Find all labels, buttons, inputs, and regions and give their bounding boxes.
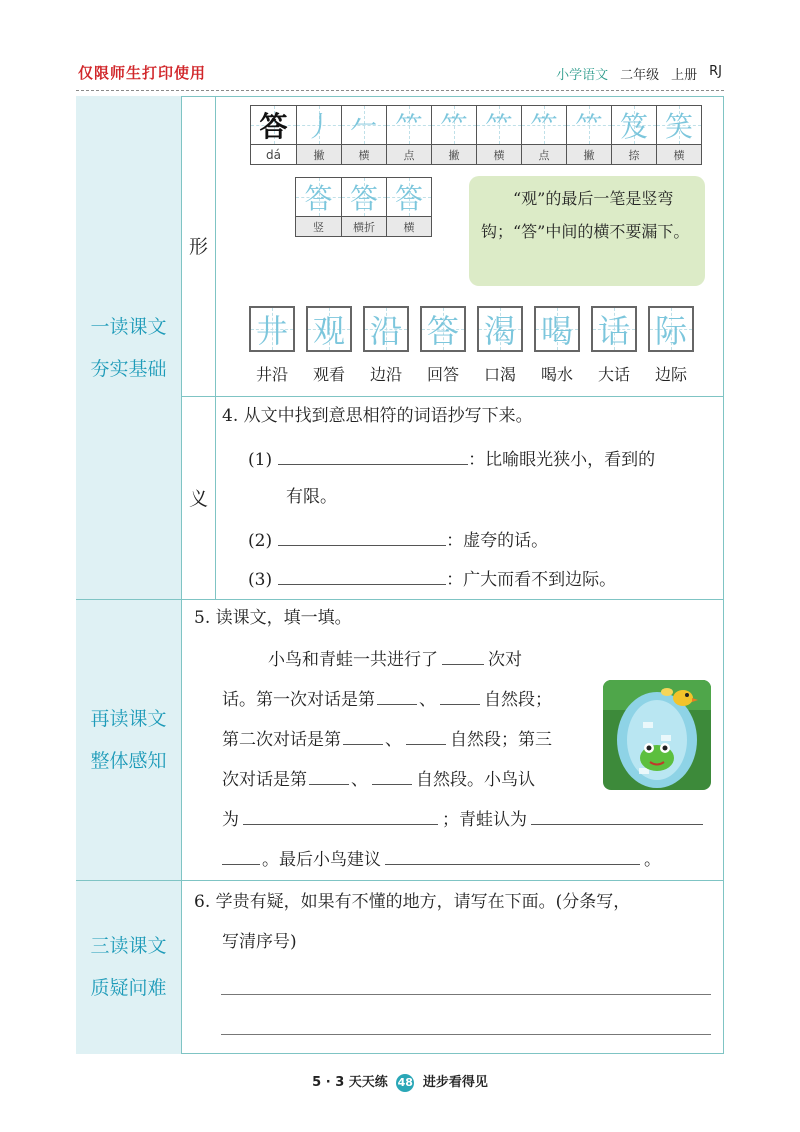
practice-char: 沿 (363, 306, 409, 352)
edition: RJ (709, 64, 722, 79)
stroke-cell: 丿 撇 (296, 106, 341, 164)
answer-blank[interactable] (278, 566, 446, 585)
footer-brand: 5 · 3 天天练 (312, 1075, 388, 1090)
stroke-cell: ⺮ 撇 (431, 106, 476, 164)
writing-tip: “观”的最后一笔是竖弯钩；“答”中间的横不要漏下。 (469, 176, 705, 286)
question-5-line-4: 次对话是第 、 自然段。小鸟认 (222, 766, 535, 792)
question-4-title: 4. 从文中找到意思相符的词语抄写下来。 (222, 406, 533, 426)
practice-char: 喝 (534, 306, 580, 352)
form-label: 形 (188, 236, 208, 258)
section-3-label: 三读课文 质疑问难 (76, 880, 182, 1054)
print-notice: 仅限师生打印使用 (78, 64, 207, 82)
stroke-cell: ⺮ 点 (386, 106, 431, 164)
answer-blank[interactable] (278, 446, 468, 465)
practice-word: 口渴 (483, 365, 516, 384)
answer-blank[interactable] (278, 527, 446, 546)
question-4-item-1: (1) ：比喻眼光狭小，看到的 (248, 446, 655, 472)
answer-blank[interactable] (343, 726, 383, 745)
section-2-label: 再读课文 整体感知 (76, 599, 182, 880)
question-5-line-6: 。最后小鸟建议 。 (222, 846, 661, 872)
question-5-line-5: 为 ；青蛙认为 (222, 806, 703, 832)
answer-blank[interactable] (222, 846, 260, 865)
stroke-cell: ⺮ 点 (521, 106, 566, 164)
practice-char: 井 (249, 306, 295, 352)
practice-word: 喝水 (540, 365, 573, 384)
practice-char: 答 (420, 306, 466, 352)
footer (0, 1071, 800, 1092)
answer-blank[interactable] (531, 806, 703, 825)
stroke-cell: ⺮ 撇 (566, 106, 611, 164)
stroke-cell: 笈 捺 (611, 106, 656, 164)
answer-blank[interactable] (442, 646, 484, 665)
practice-word: 边际 (654, 365, 687, 384)
answer-blank[interactable] (243, 806, 438, 825)
question-6-title-cont: 写清序号) (222, 932, 297, 952)
stroke-order-grid-1 (250, 105, 702, 165)
volume: 上册 (671, 68, 698, 83)
sub-column-divider (215, 96, 216, 599)
question-4-item-3: (3) ：广大而看不到边际。 (248, 566, 616, 592)
stroke-cell: 答 竖 (296, 178, 341, 236)
writing-line[interactable] (221, 994, 711, 995)
answer-blank[interactable] (372, 766, 412, 785)
writing-line[interactable] (221, 1034, 711, 1035)
row-divider-form-meaning (182, 396, 724, 397)
row-divider-section-2 (76, 599, 724, 600)
stroke-cell: 𠂉 横 (341, 106, 386, 164)
row-divider-section-3 (76, 880, 724, 881)
stroke-cell: 答 dá (251, 106, 296, 164)
question-4-item-2: (2) ：虚夸的话。 (248, 527, 548, 553)
practice-word: 观看 (312, 365, 345, 384)
question-5-title: 5. 读课文，填一填。 (194, 608, 352, 628)
meaning-label: 义 (188, 488, 208, 510)
frog-well-illustration (603, 680, 711, 790)
practice-char: 际 (648, 306, 694, 352)
question-5-line-1: 小鸟和青蛙一共进行了 次对 (268, 646, 522, 672)
practice-char: 渴 (477, 306, 523, 352)
question-6-title: 6. 学贵有疑，如果有不懂的地方，请写在下面。(分条写， (194, 892, 631, 912)
page-number: 48 (396, 1074, 414, 1092)
answer-blank[interactable] (440, 686, 480, 705)
answer-blank[interactable] (385, 846, 640, 865)
answer-blank[interactable] (406, 726, 446, 745)
question-5-line-2: 话。第一次对话是第 、 自然段； (222, 686, 552, 712)
question-5-line-3: 第二次对话是第 、 自然段；第三 (222, 726, 552, 752)
stroke-cell: 答 横 (386, 178, 431, 236)
stroke-cell: 答 横折 (341, 178, 386, 236)
practice-char: 观 (306, 306, 352, 352)
section-1-label: 一读课文 夯实基础 (76, 96, 182, 599)
answer-blank[interactable] (377, 686, 417, 705)
header-divider (76, 90, 724, 91)
footer-slogan: 进步看得见 (422, 1075, 488, 1090)
stroke-cell: 笑 横 (656, 106, 701, 164)
subject: 小学语文 (556, 68, 609, 83)
stroke-order-grid-2 (295, 177, 432, 237)
practice-word: 边沿 (369, 365, 402, 384)
grade: 二年级 (620, 68, 660, 83)
practice-word: 井沿 (255, 365, 288, 384)
question-4-item-1-cont: 有限。 (286, 487, 337, 507)
practice-word: 大话 (597, 365, 630, 384)
practice-word: 回答 (426, 365, 459, 384)
stroke-cell: ⺮ 横 (476, 106, 521, 164)
answer-blank[interactable] (309, 766, 349, 785)
book-info (556, 64, 722, 83)
practice-char: 话 (591, 306, 637, 352)
